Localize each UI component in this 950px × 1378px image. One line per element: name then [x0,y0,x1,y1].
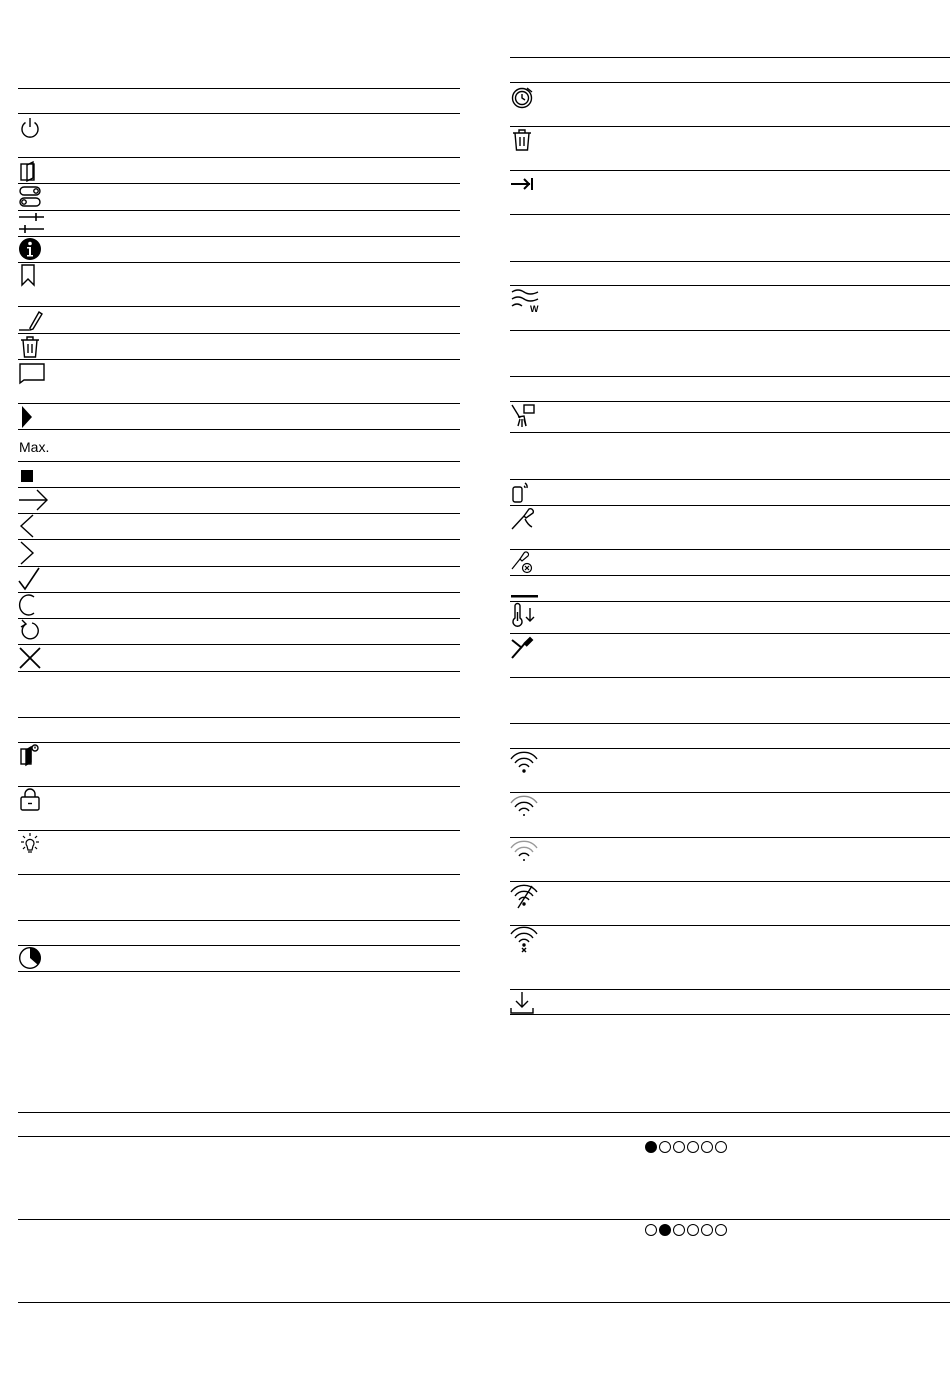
wifi-off-icon [510,884,534,908]
level-dot-empty [673,1224,685,1236]
chevron-left-icon [18,514,42,538]
door-alert-icon [18,744,42,768]
bookmark-icon [18,264,42,288]
right-symbol-table [510,0,950,1020]
level-dots-row-2 [645,1224,727,1236]
meat-probe-icon [510,507,534,531]
level-dot-empty [645,1224,657,1236]
arrow-right-icon [18,488,42,512]
probe-disabled-icon [510,636,534,660]
level-dot-empty [715,1224,727,1236]
skip-to-end-icon [510,172,534,196]
edit-pencil-icon [18,308,42,332]
play-icon [18,405,42,429]
chevron-right-icon [18,541,42,565]
level-dot-empty [659,1141,671,1153]
comment-icon [18,361,42,385]
power-icon [18,116,42,140]
level-dot-filled [659,1224,671,1236]
toggle-settings-icon [18,185,42,209]
level-dot-empty [701,1141,713,1153]
meat-probe-error-icon [510,551,534,575]
delete-trash-icon [510,128,534,152]
door-icon [18,160,42,184]
max-label: Max. [19,439,50,455]
cleaning-brush-icon [510,404,534,428]
level-dot-empty [673,1141,685,1153]
reset-arrow-icon [18,619,42,643]
download-icon [510,991,534,1015]
left-symbol-table [18,0,460,980]
close-icon [18,646,42,670]
level-dot-empty [715,1141,727,1153]
level-dot-empty [701,1224,713,1236]
light-bulb-icon [18,832,42,856]
level-indicator-table [18,1100,950,1310]
sliders-icon [18,211,42,235]
checkmark-icon [18,567,42,591]
stop-icon [18,462,42,486]
remote-start-icon [510,481,534,505]
info-icon [18,237,42,261]
wifi-medium-icon [510,795,534,819]
wifi-full-icon [510,751,534,775]
level-dot-empty [687,1141,699,1153]
clear-c-icon [18,593,42,617]
level-dots-row-1 [645,1141,727,1153]
svg-text:W: W [530,304,539,314]
timer-icon [510,85,534,109]
wifi-error-icon [510,928,534,952]
steam-w-icon [510,288,539,314]
progress-pie-icon [18,946,42,970]
lock-icon [18,788,42,812]
temperature-down-icon [510,604,534,628]
level-dot-filled [645,1141,657,1153]
trash-icon [18,335,42,359]
wifi-weak-icon [510,840,534,864]
level-dot-empty [687,1224,699,1236]
